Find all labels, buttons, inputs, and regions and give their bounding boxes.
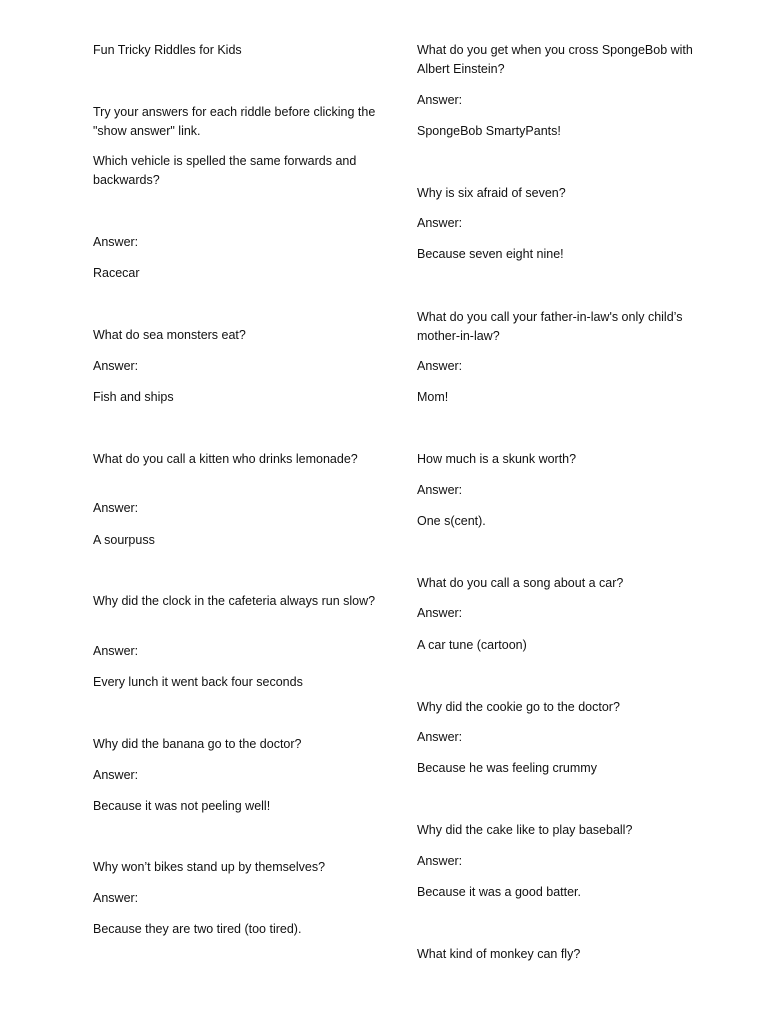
riddle-question: Why did the cookie go to the doctor?	[417, 700, 620, 714]
answer-label: Answer:	[417, 730, 463, 744]
answer-label: Answer:	[93, 768, 139, 782]
riddle-question: What kind of monkey can fly?	[417, 947, 581, 961]
riddle-question: Why did the clock in the cafeteria always run slow?	[93, 594, 376, 608]
riddle-answer: Because seven eight nine!	[417, 247, 564, 261]
riddle-answer: SpongeBob SmartyPants!	[417, 124, 561, 138]
riddle-answer: A sourpuss	[93, 533, 155, 547]
answer-label: Answer:	[93, 891, 139, 905]
riddle-question: What do you call a song about a car?	[417, 576, 624, 590]
intro-text: Try your answers for each riddle before clicking the "show answer" link.	[93, 105, 376, 138]
riddle-answer: Racecar	[93, 266, 140, 280]
riddle-question: Why won’t bikes stand up by themselves?	[93, 860, 326, 874]
riddle-answer: Because it was a good batter.	[417, 885, 581, 899]
riddle-question: What do you call your father-in-law's only child’s mother-in-law?	[417, 310, 683, 343]
riddle-answer: Because he was feeling crummy	[417, 761, 597, 775]
riddle-question: How much is a skunk worth?	[417, 452, 577, 466]
riddle-question: What do you call a kitten who drinks lemonade?	[93, 452, 358, 466]
answer-label: Answer:	[417, 854, 463, 868]
riddle-answer: Every lunch it went back four seconds	[93, 675, 303, 689]
left-column	[93, 0, 383, 1024]
riddle-answer: Because it was not peeling well!	[93, 799, 271, 813]
answer-label: Answer:	[417, 93, 463, 107]
answer-label: Answer:	[417, 483, 463, 497]
riddle-answer: A car tune (cartoon)	[417, 638, 527, 652]
answer-label: Answer:	[93, 359, 139, 373]
riddle-question: Why did the cake like to play baseball?	[417, 823, 633, 837]
answer-label: Answer:	[417, 359, 463, 373]
answer-label: Answer:	[93, 501, 139, 515]
answer-label: Answer:	[93, 235, 139, 249]
riddle-answer: One s(cent).	[417, 514, 486, 528]
riddle-answer: Fish and ships	[93, 390, 174, 404]
answer-label: Answer:	[417, 216, 463, 230]
answer-label: Answer:	[417, 606, 463, 620]
riddle-answer: Mom!	[417, 390, 449, 404]
riddle-question: What do sea monsters eat?	[93, 328, 246, 342]
document-title: Fun Tricky Riddles for Kids	[93, 43, 242, 57]
riddle-question: Which vehicle is spelled the same forwards and backwards?	[93, 154, 357, 187]
right-column	[417, 0, 707, 1024]
riddle-question: Why did the banana go to the doctor?	[93, 737, 302, 751]
riddle-answer: Because they are two tired (too tired).	[93, 922, 302, 936]
riddle-question: What do you get when you cross SpongeBob with Albert Einstein?	[417, 43, 693, 76]
riddle-question: Why is six afraid of seven?	[417, 186, 566, 200]
answer-label: Answer:	[93, 644, 139, 658]
